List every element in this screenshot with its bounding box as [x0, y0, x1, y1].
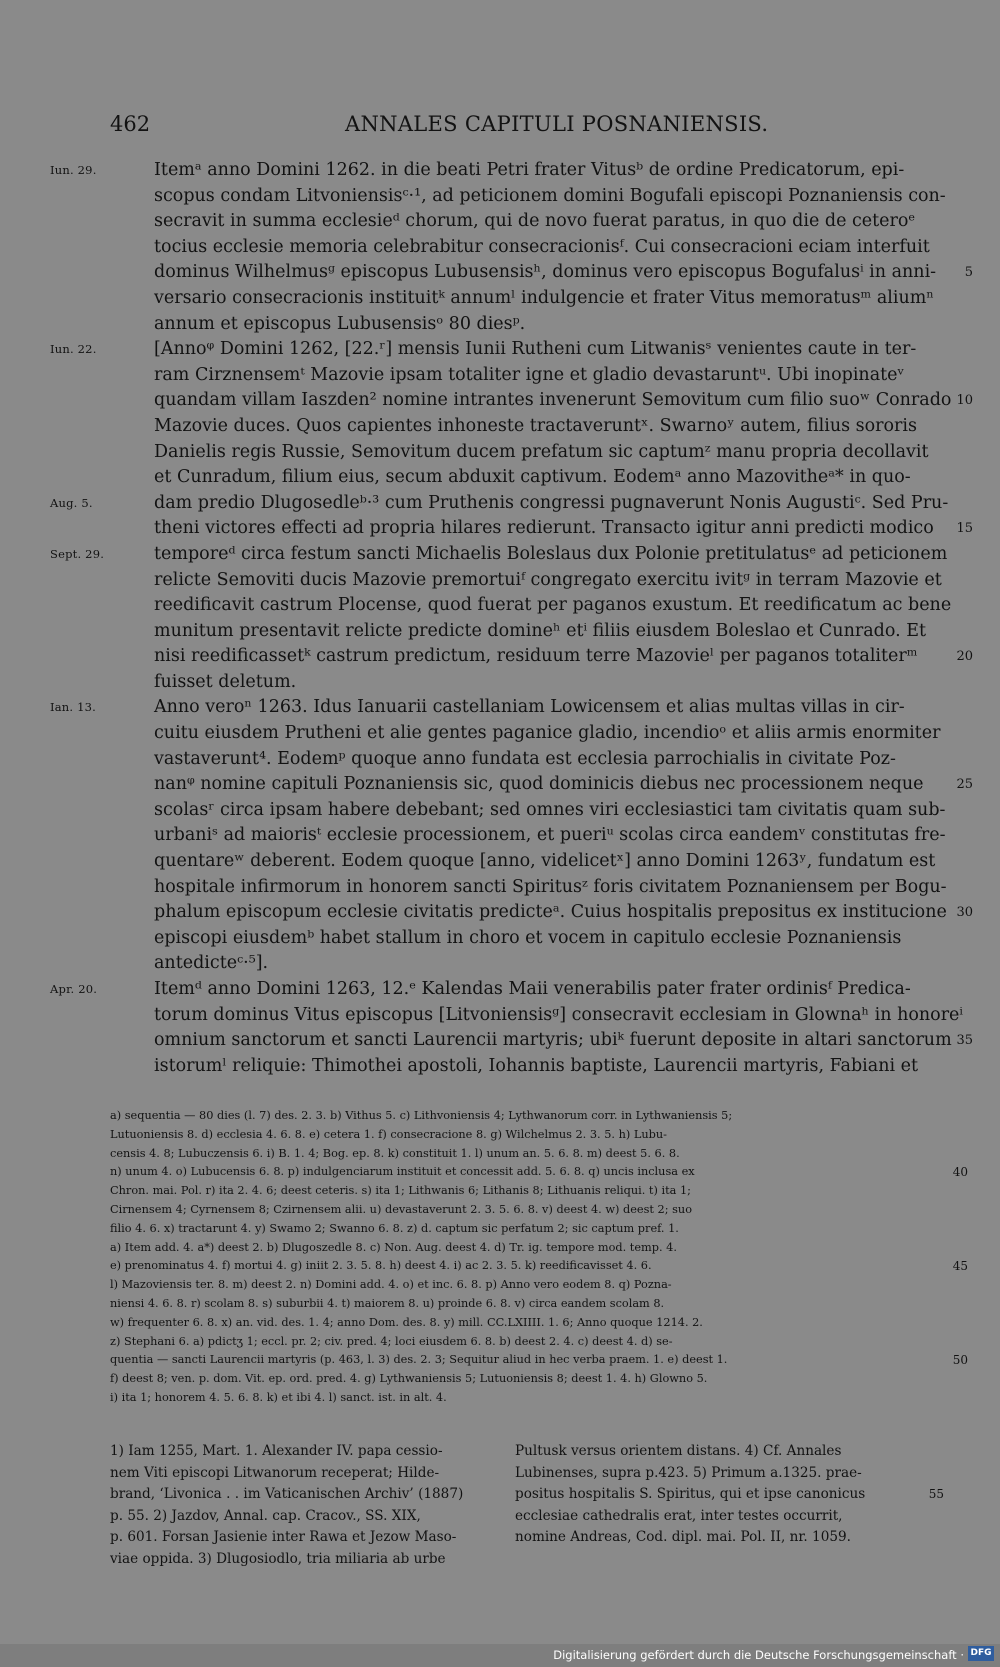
- text-line: [154, 286, 939, 312]
- line-text: theni victores effecti ad propria hilares redierunt. Transacto igitur anni predicti modico: [154, 518, 934, 539]
- dfg-logo: DFG: [968, 1646, 994, 1661]
- main-text: [50, 158, 973, 1079]
- variant-text: a) Item add. 4. a*) deest 2. b) Dlugoszedle 8. c) Non. Aug. deest 4. d) Tr. ig. tempore mod. temp. 4.: [110, 1240, 677, 1254]
- text-line: [50, 158, 939, 184]
- line-text: scolasʳ circa ipsam habere debebant; sed omnes viri ecclesiastici tam civitatis quam sub-: [154, 799, 946, 820]
- variant-line: [110, 1276, 940, 1295]
- variant-text: f) deest 8; ven. p. dom. Vit. ep. ord. pred. 4. g) Lythwaniensis 5; Lutuoniensis 8; deest 1. 4. h) Glowno 5.: [110, 1372, 708, 1386]
- text-line: [154, 235, 939, 261]
- text-line: [154, 312, 939, 338]
- text-line: [154, 772, 973, 798]
- variant-line: [110, 1314, 940, 1333]
- variant-text: censis 4. 8; Lubuczensis 6. i) B. 1. 4; Bog. ep. 8. k) constituit 1. l) unum an. 5. 6. 8. m) deest 5. 6. 8.: [110, 1146, 680, 1160]
- line-text: episcopi eiusdemᵇ habet stallum in choro et vocem in capitulo ecclesie Poznaniensis: [154, 927, 902, 948]
- variant-text: Cirnensem 4; Cyrnensem 8; Czirnensem alii. u) devastaverunt 2. 3. 5. 6. 8. v) deest 4. w) deest 2; suo: [110, 1202, 692, 1216]
- footnote-line: 1) Iam 1255, Mart. 1. Alexander IV. papa cessio-: [110, 1443, 443, 1459]
- line-text: torum dominus Vitus episcopus [Litvoniensisᵍ] consecravit ecclesiam in Glownaʰ in honoreⁱ: [154, 1004, 963, 1025]
- line-number: 50: [952, 1353, 968, 1368]
- line-text: Danielis regis Russie, Semovitum ducem prefatum sic captumᶻ manu propria decollavit: [154, 441, 929, 462]
- line-text: [Annoᵠ Domini 1262, [22.ʳ] mensis Iunii Rutheni cum Litwanisˢ venientes caute in ter-: [154, 339, 917, 360]
- line-text: dominus Wilhelmusᵍ episcopus Lubusensisʰ, dominus vero episcopus Bogufalusⁱ in anni-: [154, 262, 937, 283]
- line-number: 20: [956, 649, 973, 665]
- text-line: [154, 823, 946, 849]
- variant-line: [110, 1163, 968, 1182]
- text-line: [154, 875, 947, 901]
- margin-date: Iun. 22.: [50, 342, 97, 357]
- margin-date: Sept. 29.: [50, 546, 105, 561]
- line-text: omnium sanctorum et sancti Laurencii martyris; ubiᵏ fuerunt deposite in altari sanctorum: [154, 1030, 952, 1051]
- text-line: [154, 926, 939, 952]
- text-line: [154, 747, 939, 773]
- footnote-line: p. 55. 2) Jazdov, Annal. cap. Cracov., SS. XIX,: [110, 1507, 421, 1524]
- text-line: [154, 721, 939, 747]
- text-line: [154, 363, 939, 389]
- line-text: nanᵠ nomine capituli Poznaniensis sic, quod dominicis diebus nec processionem neque: [154, 774, 924, 795]
- line-text: scopus condam Litvoniensisᶜ·¹, ad peticionem domini Bogufali episcopi Poznaniensis con-: [154, 185, 946, 206]
- text-line: [154, 388, 973, 414]
- line-text: temporeᵈ circa festum sancti Michaelis Boleslaus dux Polonie pretitulatusᵉ ad peticionem: [154, 543, 948, 564]
- line-text: Itemᵃ anno Domini 1262. in die beati Petri frater Vitusᵇ de ordine Predicatorum, epi-: [154, 160, 905, 180]
- page-number: 462: [110, 112, 151, 136]
- line-text: annum et episcopus Lubusensisᵒ 80 diesᵖ.: [154, 313, 526, 334]
- line-text: hospitale infirmorum in honorem sancti Spiritusᶻ foris civitatem Poznaniensem per Bogu-: [154, 876, 947, 897]
- line-text: Anno veroⁿ 1263. Idus Ianuarii castellaniam Lowicensem et alias multas villas in cir-: [154, 697, 905, 718]
- footnote-line: brand, ‘Livonica . . im Vaticanischen Archiv’ (1887): [110, 1486, 464, 1502]
- variant-line: [110, 1389, 940, 1408]
- text-line: [50, 977, 939, 1003]
- variant-text: n) unum 4. o) Lubucensis 6. 8. p) indulgenciarum instituit et concessit add. 5. 6. 8. q) uncis inclusa ex: [110, 1165, 695, 1179]
- variant-line: [110, 1295, 940, 1314]
- text-line: [154, 1003, 963, 1029]
- line-text: tocius ecclesie memoria celebrabitur consecracionisᶠ. Cui consecracioni eciam interfuit: [154, 236, 930, 257]
- margin-date: Iun. 29.: [50, 163, 97, 177]
- footnote-line: p. 601. Forsan Jasienie inter Rawa et Jezow Maso-: [110, 1529, 457, 1545]
- text-line: [154, 1054, 939, 1080]
- line-text: vastaverunt⁴. Eodemᵖ quoque anno fundata est ecclesia parrochialis in civitate Poz-: [154, 748, 896, 769]
- line-text: urbaniˢ ad maiorisᵗ ecclesie processionem, et pueriᵘ scolas circa eandemᵛ constitutas fre-: [154, 825, 946, 846]
- variant-text: niensi 4. 6. 8. r) scolam 8. s) suburbii 4. t) maiorem 8. u) proinde 6. 8. v) circa eandem scolam 8.: [110, 1296, 665, 1310]
- text-line: [154, 414, 939, 440]
- line-text: antedicteᶜ·⁵].: [154, 953, 269, 974]
- line-number: 30: [956, 905, 973, 921]
- line-number: 25: [956, 777, 973, 793]
- text-line: [50, 695, 939, 721]
- text-line: [154, 440, 939, 466]
- margin-date: Ian. 13.: [50, 700, 97, 715]
- variant-text: w) frequenter 6. 8. x) an. vid. des. 1. 4; anno Dom. des. 8. y) mill. CC.LXIIII. 1. 6; Anno quoque 1214. 2.: [110, 1315, 703, 1329]
- running-title: ANNALES CAPITULI POSNANIENSIS.: [345, 112, 769, 136]
- line-number: 15: [956, 521, 973, 537]
- line-text: dam predio Dlugosedleᵇ·³ cum Pruthenis congressi pugnaverunt Nonis Augustiᶜ. Sed Pru-: [154, 492, 949, 513]
- footnote-row: [515, 1484, 944, 1506]
- text-line: [154, 465, 939, 491]
- line-text: Mazovie duces. Quos capientes inhoneste tractaveruntˣ. Swarnoʸ autem, filius sororis: [154, 415, 917, 436]
- line-text: cuitu eiusdem Prutheni et alie gentes paganice gladio, incendioᵒ et aliis armis enormiter: [154, 723, 941, 744]
- text-line: [154, 1028, 973, 1054]
- footer-credit: Digitalisierung gefördert durch die Deutsche Forschungsgemeinschaft ·: [553, 1648, 964, 1662]
- line-text: reedificavit castrum Plocense, quod fuerat per paganos exustum. Et reedificatum ac bene: [154, 595, 952, 616]
- line-number: 5: [964, 265, 973, 281]
- variant-text: z) Stephani 6. a) pdictʒ 1; eccl. pr. 2; civ. pred. 4; loci eiusdem 6. 8. b) deest 2. 4. c) deest 4. d) se-: [110, 1334, 673, 1348]
- line-text: ram Cirznensemᵗ Mazovie ipsam totaliter igne et gladio devastaruntᵘ. Ubi inopinateᵛ: [154, 364, 905, 385]
- line-text: munitum presentavit relicte predicte domineʰ etⁱ filiis eiusdem Boleslao et Cunrado. Et: [154, 620, 927, 641]
- line-text: phalum episcopum ecclesie civitatis predicteᵃ. Cuius hospitalis prepositus ex institucione: [154, 902, 947, 923]
- text-line: [50, 337, 939, 363]
- footnote-line: viae oppida. 3) Dlugosiodlo, tria miliaria ab urbe: [110, 1550, 446, 1567]
- line-number: 35: [956, 1033, 973, 1049]
- line-text: istorumˡ reliquie: Thimothei apostoli, Iohannis baptiste, Laurencii martyris, Fabiani et: [154, 1055, 919, 1076]
- variant-text: i) ita 1; honorem 4. 5. 6. 8. k) et ibi 4. l) sanct. ist. in alt. 4.: [110, 1390, 447, 1404]
- footnotes-left-column: [110, 1441, 505, 1570]
- text-line: [154, 900, 973, 926]
- margin-date: Aug. 5.: [50, 495, 93, 510]
- page-header: [0, 112, 1000, 142]
- variant-apparatus: [110, 1107, 968, 1408]
- footnote-row: [515, 1506, 910, 1528]
- text-line: [154, 593, 952, 619]
- variant-text: Lutuoniensis 8. d) ecclesia 4. 6. 8. e) cetera 1. f) consecracione 8. g) Wilchelmus 2. 3. 5. h) Lubu-: [110, 1127, 667, 1141]
- text-line: [154, 209, 939, 235]
- text-line: [154, 260, 973, 286]
- footnote-row: [515, 1463, 910, 1485]
- text-line: [154, 568, 942, 594]
- line-text: et Cunradum, filium eius, secum abduxit captivum. Eodemᵃ anno Mazovitheᵃ* in quo-: [154, 467, 911, 488]
- footnote-line: Pultusk versus orientem distans. 4) Cf. Annales: [515, 1443, 842, 1459]
- variant-line: [110, 1201, 940, 1220]
- line-number: 45: [952, 1259, 968, 1274]
- text-line: [154, 619, 939, 645]
- variant-line: [110, 1107, 940, 1126]
- text-line: [154, 516, 973, 542]
- variant-line: [110, 1182, 940, 1201]
- footnote-line: nomine Andreas, Cod. dipl. mai. Pol. II, nr. 1059.: [515, 1529, 851, 1545]
- line-number: 10: [956, 393, 973, 409]
- footnote-row: [515, 1527, 910, 1549]
- footnote-line: nem Viti episcopi Litwanorum receperat; Hilde-: [110, 1464, 440, 1481]
- variant-line: [110, 1145, 940, 1164]
- footnotes-right-column: [515, 1441, 944, 1549]
- variant-text: quentia — sancti Laurencii martyris (p. 463, l. 3) des. 2. 3; Sequitur aliud in hec verba praem. 1. e) deest 1.: [110, 1353, 728, 1367]
- variant-line: [110, 1126, 940, 1145]
- line-text: quandam villam Iaszden² nomine intrantes invenerunt Semovitum cum filio suoʷ Conrado: [154, 390, 952, 411]
- text-line: [154, 644, 973, 670]
- text-line: [154, 849, 939, 875]
- variant-text: filio 4. 6. x) tractarunt 4. y) Swamo 2; Swanno 6. 8. z) d. captum sic perfatum 2; sic captum pref. 1.: [110, 1221, 679, 1235]
- variant-line: [110, 1370, 940, 1389]
- variant-line: [110, 1220, 940, 1239]
- line-text: Itemᵈ anno Domini 1263, 12.ᵉ Kalendas Maii venerabilis pater frater ordinisᶠ Predica-: [154, 979, 911, 999]
- line-number: 55: [928, 1487, 944, 1501]
- footnote-line: positus hospitalis S. Spiritus, qui et ipse canonicus: [515, 1486, 866, 1502]
- line-text: versario consecracionis instituitᵏ annumˡ indulgencie et frater Vitus memoratusᵐ aliumⁿ: [154, 287, 934, 308]
- line-text: quentareʷ deberent. Eodem quoque [anno, videlicetˣ] anno Domini 1263ʸ, fundatum est: [154, 851, 936, 872]
- text-line: [50, 491, 949, 517]
- margin-date: Apr. 20.: [50, 982, 98, 996]
- text-line: [50, 542, 948, 568]
- variant-line: [110, 1333, 940, 1352]
- line-text: fuisset deletum.: [154, 671, 297, 692]
- variant-line: [110, 1257, 968, 1276]
- line-text: relicte Semoviti ducis Mazovie premortuiᶠ congregato exercitu ivitᵍ in terram Mazovie et: [154, 569, 942, 590]
- variant-line: [110, 1351, 968, 1370]
- text-line: [154, 798, 946, 824]
- text-line: [154, 670, 939, 696]
- line-number: 40: [952, 1165, 968, 1180]
- line-text: nisi reedificassetᵏ castrum predictum, residuum terre Mazovieˡ per paganos totaliterᵐ: [154, 646, 918, 667]
- footnote-line: Lubinenses, supra p.423. 5) Primum a.1325. prae-: [515, 1464, 862, 1481]
- variant-text: e) prenominatus 4. f) mortui 4. g) iniit 2. 3. 5. 8. h) deest 4. i) ac 2. 3. 5. k) reedificavisset 4. 6.: [110, 1259, 652, 1273]
- variant-text: l) Mazoviensis ter. 8. m) deest 2. n) Domini add. 4. o) et inc. 6. 8. p) Anno vero eodem 8. q) Pozna-: [110, 1278, 672, 1292]
- variant-text: Chron. mai. Pol. r) ita 2. 4. 6; deest ceteris. s) ita 1; Lithwanis 6; Lithanis 8; Lithuanis reliqui. t) ita 1;: [110, 1184, 691, 1198]
- variant-line: [110, 1239, 940, 1258]
- variant-text: a) sequentia — 80 dies (l. 7) des. 2. 3. b) Vithus 5. c) Lithvoniensis 4; Lythwanorum corr. in Lythwaniensis 5;: [110, 1109, 733, 1122]
- text-line: [154, 184, 946, 210]
- footnote-line: ecclesiae cathedralis erat, inter testes occurrit,: [515, 1507, 843, 1524]
- text-line: [154, 951, 939, 977]
- footnote-row: [515, 1441, 910, 1463]
- line-text: secravit in summa ecclesieᵈ chorum, qui de novo fuerat paratus, in quo die de ceteroᵉ: [154, 211, 916, 232]
